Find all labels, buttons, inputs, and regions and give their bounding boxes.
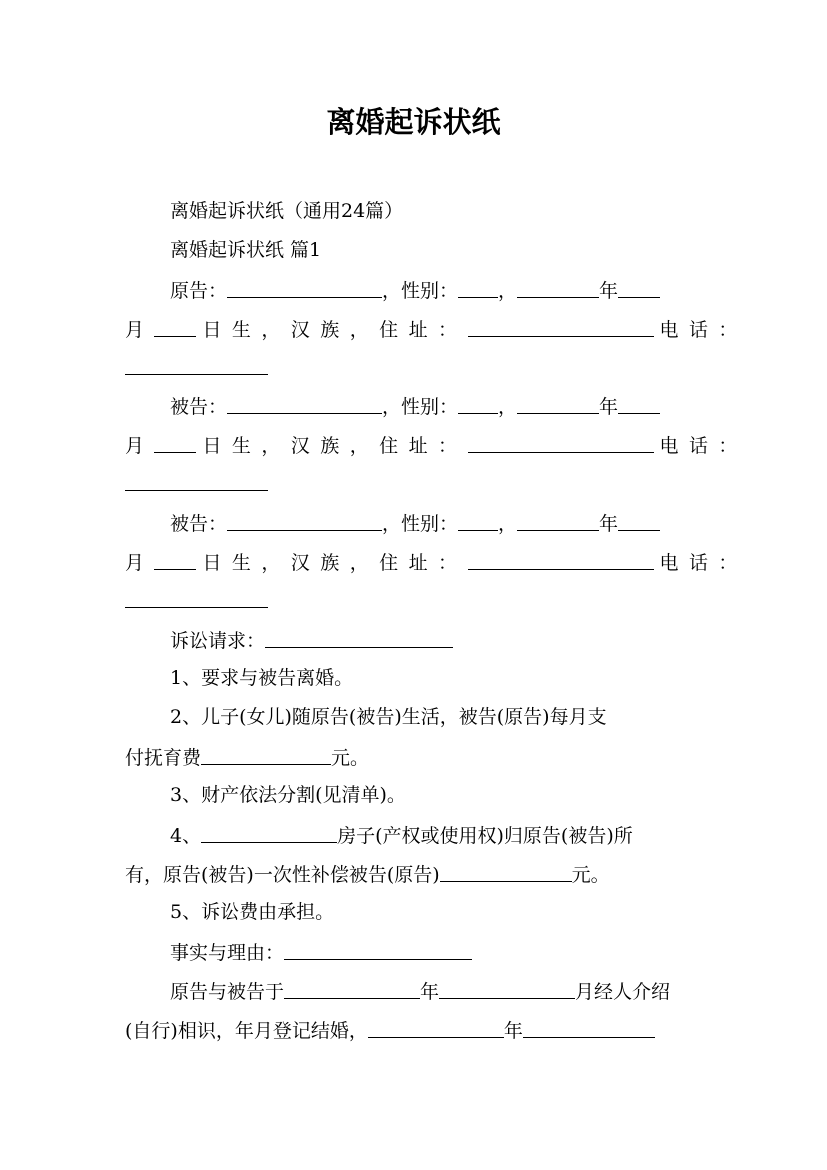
defendant-2-birth-month-blank[interactable]	[618, 510, 660, 531]
claims-line: 诉讼请求：	[170, 627, 453, 653]
defendant-phone-blank[interactable]	[125, 470, 268, 491]
defendant-2-phone-line	[125, 587, 268, 613]
defendant-birth-year-blank[interactable]	[517, 393, 599, 414]
defendant-2-name-blank[interactable]	[227, 510, 382, 531]
facts-blank[interactable]	[284, 939, 472, 960]
defendant-address-blank[interactable]	[468, 432, 654, 453]
defendant-line-2: 月 日生，汉族，住址： 电话：	[125, 432, 748, 458]
defendant-birth-day-blank[interactable]	[154, 432, 196, 453]
plaintiff-birth-day-blank[interactable]	[154, 316, 196, 337]
defendant-birth-month-blank[interactable]	[618, 393, 660, 414]
defendant-line: 被告： ，性别： ， 年	[170, 393, 660, 419]
defendant-phone-line	[125, 470, 268, 496]
plaintiff-birth-month-blank[interactable]	[618, 277, 660, 298]
section-heading: 离婚起诉状纸 篇1	[170, 239, 322, 261]
plaintiff-phone-line	[125, 354, 268, 380]
defendant-2-phone-blank[interactable]	[125, 587, 268, 608]
acquaint-year-blank[interactable]	[284, 978, 420, 999]
subtitle: 离婚起诉状纸（通用24篇）	[170, 200, 404, 222]
claims-blank[interactable]	[265, 627, 453, 648]
plaintiff-address-blank[interactable]	[468, 316, 654, 337]
claim-item-2-cont: 付抚育费 元。	[125, 744, 369, 770]
marriage-month-blank[interactable]	[523, 1017, 655, 1038]
plaintiff-name-blank[interactable]	[227, 277, 382, 298]
claim-item-2: 2、儿子(女儿)随原告(被告)生活，被告(原告)每月支	[170, 706, 607, 728]
acquaint-month-blank[interactable]	[439, 978, 575, 999]
defendant-2-birth-day-blank[interactable]	[154, 549, 196, 570]
defendant-2-address-blank[interactable]	[468, 549, 654, 570]
claim-item-3: 3、财产依法分割(见清单)。	[170, 784, 406, 806]
facts-text-1: 原告与被告于 年 月经人介绍	[170, 978, 670, 1004]
defendant-2-birth-year-blank[interactable]	[517, 510, 599, 531]
document-title: 离婚起诉状纸	[326, 105, 501, 139]
plaintiff-birth-year-blank[interactable]	[517, 277, 599, 298]
facts-line: 事实与理由：	[170, 939, 472, 965]
plaintiff-phone-blank[interactable]	[125, 354, 268, 375]
claim-item-4: 4、 房子(产权或使用权)归原告(被告)所	[170, 822, 633, 848]
defendant-2-gender-blank[interactable]	[458, 510, 498, 531]
claim-item-1: 1、要求与被告离婚。	[170, 667, 354, 689]
defendant-2-line: 被告： ，性别： ， 年	[170, 510, 660, 536]
defendant-name-blank[interactable]	[227, 393, 382, 414]
child-support-blank[interactable]	[201, 744, 331, 765]
defendant-gender-blank[interactable]	[458, 393, 498, 414]
facts-text-2: (自行)相识，年月登记结婚， 年	[125, 1017, 655, 1043]
compensation-blank[interactable]	[440, 861, 572, 882]
marriage-year-blank[interactable]	[368, 1017, 504, 1038]
claim-item-5: 5、诉讼费由承担。	[170, 901, 335, 923]
defendant-2-line-2: 月 日生，汉族，住址： 电话：	[125, 549, 748, 575]
plaintiff-gender-blank[interactable]	[458, 277, 498, 298]
property-blank[interactable]	[201, 822, 337, 843]
plaintiff-line: 原告： ，性别： ， 年	[170, 277, 660, 303]
claim-item-4-cont: 有，原告(被告)一次性补偿被告(原告) 元。	[125, 861, 610, 887]
plaintiff-line-2: 月 日生，汉族，住址： 电话：	[125, 316, 748, 342]
